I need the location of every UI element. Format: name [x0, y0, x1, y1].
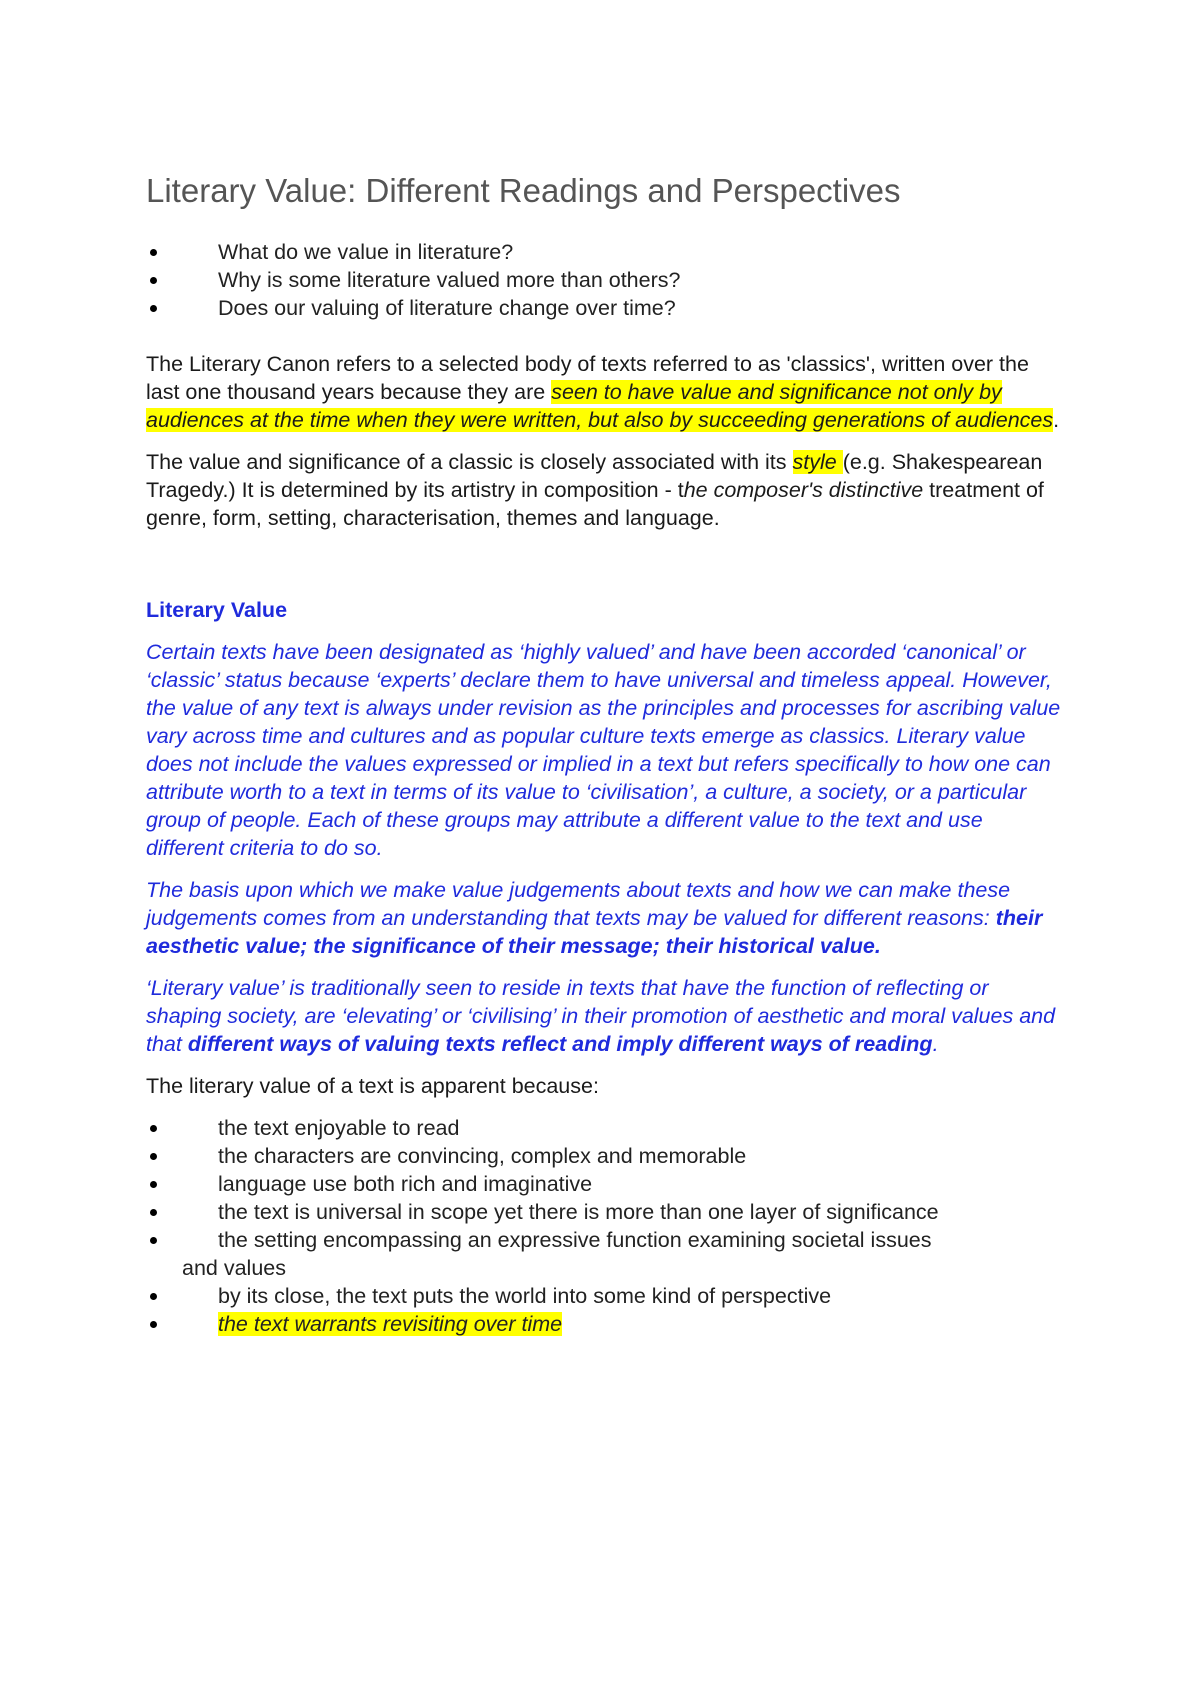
bullet-icon — [150, 1321, 157, 1328]
bullet-icon — [150, 1125, 157, 1132]
style-paragraph: The value and significance of a classic is closely associated with its style (e.g. Shakespearean Tragedy.) It is determined by its artistry in composition - the composer's distinctive treatment of genre, form, setting, characterisation, themes and language. — [146, 450, 1044, 530]
apparent-list — [146, 1114, 1066, 1338]
list-item: the text enjoyable to read — [146, 1114, 1066, 1142]
bullet-icon — [150, 1237, 157, 1244]
blue-paragraph: Certain texts have been designated as ‘highly valued’ and have been accorded ‘canonical’ or ‘classic’ status because ‘experts’ declare them to have universal and timeless appeal. However, the value of any text is always under revision as the principles and processes for ascribing value vary across time and cultures and as popular culture texts emerge as classics. Literary value does not include the values expressed or implied in a text but refers specifically to how one can attribute worth to a text in terms of its value to ‘civilisation’, a culture, a society, or a particular group of people. Each of these groups may attribute a different value to the text and use different criteria to do so. — [146, 640, 1061, 860]
highlighted-text: the text warrants revisiting over time — [218, 1312, 563, 1336]
list-item: Does our valuing of literature change over time? — [146, 294, 1066, 322]
list-item: by its close, the text puts the world into some kind of perspective — [146, 1282, 1066, 1310]
bullet-icon — [150, 305, 157, 312]
list-item: Why is some literature valued more than others? — [146, 266, 1066, 294]
bullet-icon — [150, 249, 157, 256]
canon-paragraph: The Literary Canon refers to a selected body of texts referred to as 'classics', written over the last one thousand years because they are seen to have value and significance not only by audiences at the time when they were written, but also by succeeding generations of audiences. — [146, 352, 1060, 432]
list-item: the setting encompassing an expressive function examining societal issues and values — [146, 1226, 1066, 1282]
bullet-icon — [150, 1181, 157, 1188]
document-page — [146, 168, 1066, 1338]
blue-paragraph: ‘Literary value’ is traditionally seen to reside in texts that have the function of reflecting or shaping society, are ‘elevating’ or ‘civilising’ in their promotion of aesthetic and moral values and that different ways of valuing texts reflect and imply different ways of reading. — [146, 976, 1056, 1056]
list-item: language use both rich and imaginative — [146, 1170, 1066, 1198]
list-item: the characters are convincing, complex and memorable — [146, 1142, 1066, 1170]
bullet-icon — [150, 1209, 157, 1216]
highlighted-text: seen to have value and significance not only by audiences at the time when they were written, but also by succeeding generations of audiences — [146, 380, 1054, 432]
list-item — [146, 1310, 1066, 1338]
highlighted-text: style — [792, 450, 843, 474]
apparent-intro: The literary value of a text is apparent because: — [146, 1074, 599, 1098]
list-item: What do we value in literature? — [146, 238, 1066, 266]
bullet-icon — [150, 277, 157, 284]
blue-paragraph: The basis upon which we make value judgements about texts and how we can make these judgements comes from an understanding that texts may be valued for different reasons: their aesthetic value; the significance of their message; their historical value. — [146, 878, 1043, 958]
page-title: Literary Value: Different Readings and Perspectives — [146, 172, 901, 209]
list-item: the text is universal in scope yet there is more than one layer of significance — [146, 1198, 1066, 1226]
bullet-icon — [150, 1293, 157, 1300]
questions-list — [146, 238, 1066, 322]
bullet-icon — [150, 1153, 157, 1160]
section-heading: Literary Value — [146, 598, 288, 622]
